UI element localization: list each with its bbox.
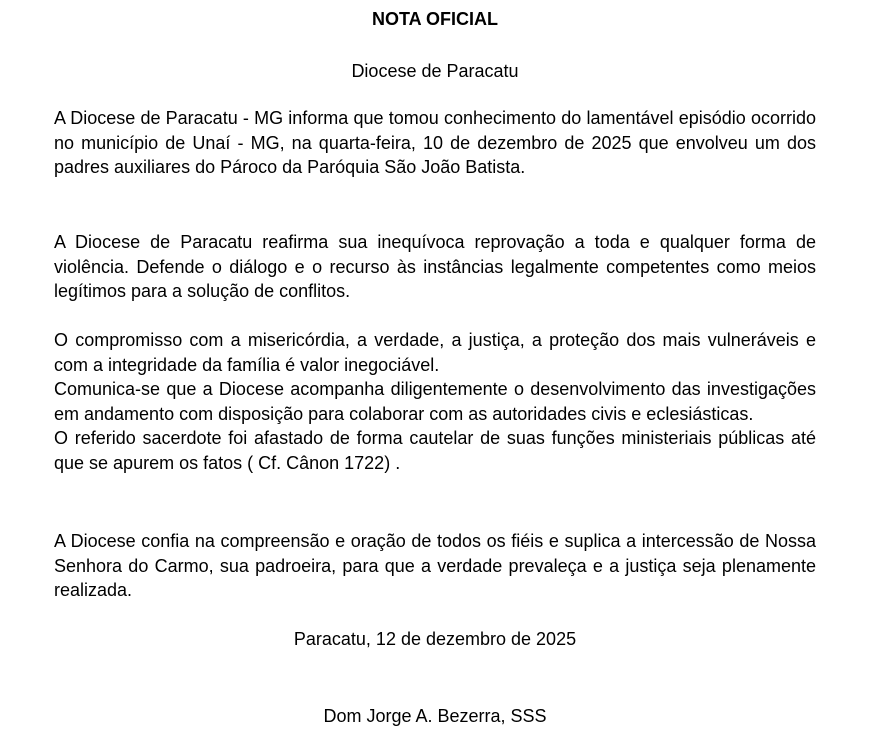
paragraph-commitment: O compromisso com a misericórdia, a verdade, a justiça, a proteção dos mais vulneráveis e com a integridade da família é valor inegociável. — [54, 330, 816, 375]
paragraph-reprovation: A Diocese de Paracatu reafirma sua inequívoca reprovação a toda e qualquer forma de violência. Defende o diálogo e o recurso às instâncias legalmente competentes como meios legítimos para a solução de conflitos. — [54, 232, 816, 301]
document-title: NOTA OFICIAL — [372, 9, 498, 29]
paragraph-incident: A Diocese de Paracatu - MG informa que tomou conhecimento do lamentável episódio ocorrido no município de Unaí - MG, na quarta-feira, 10 de dezembro de 2025 que envolveu um dos padres auxiliares do Pároco da Paróquia São João Batista. — [54, 108, 816, 177]
paragraph-prayer: A Diocese confia na compreensão e oração de todos os fiéis e suplica a intercessão de Nossa Senhora do Carmo, sua padroeira, para que a verdade prevaleça e a justiça seja plenamente realizada. — [54, 531, 816, 600]
date-line: Paracatu, 12 de dezembro de 2025 — [293, 629, 577, 649]
signature-line: Dom Jorge A. Bezerra, SSS — [323, 706, 547, 726]
document-subtitle: Diocese de Paracatu — [351, 61, 519, 81]
paragraph-commitment-block — [54, 328, 816, 475]
paragraph-investigation: Comunica-se que a Diocese acompanha diligentemente o desenvolvimento das investigações em andamento com disposição para colaborar com as autoridades civis e eclesiásticas. — [54, 379, 816, 424]
paragraph-suspension: O referido sacerdote foi afastado de forma cautelar de suas funções ministeriais públicas até que se apurem os fatos ( Cf. Cânon 1722) . — [54, 428, 816, 473]
